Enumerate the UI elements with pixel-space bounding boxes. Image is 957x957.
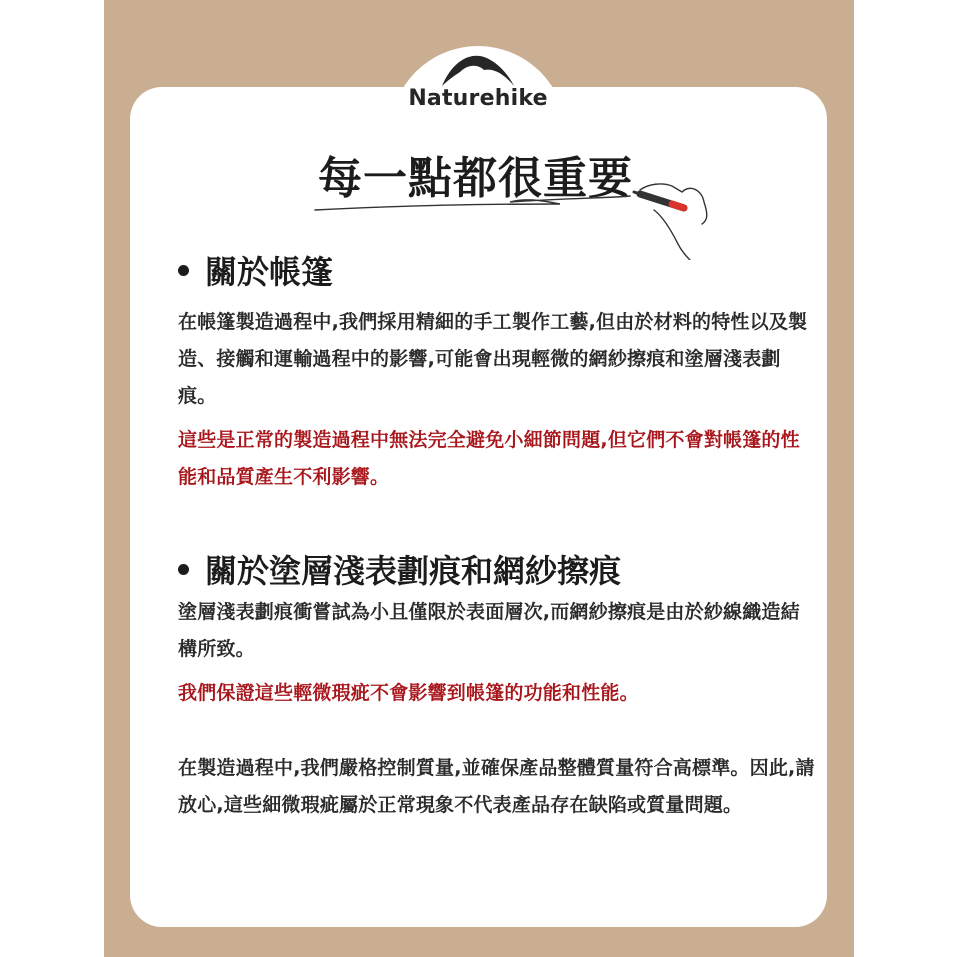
section-highlight: 這些是正常的製造過程中無法完全避免小細節問題,但它們不會對帳篷的性能和品質產生不利影響。 — [178, 429, 800, 488]
section-paragraph: 塗層淺表劃痕衝嘗試為小且僅限於表面層次,而網紗擦痕是由於紗線織造結構所致。 — [178, 601, 800, 660]
section-heading-text: 關於帳篷 — [205, 253, 334, 291]
page-title: 每一點都很重要 — [318, 153, 633, 204]
closing-paragraph: 在製造過程中,我們嚴格控制質量,並確保產品整體質量符合高標準。因此,請放心,這些細微瑕疵屬於正常現象不代表產品存在缺陷或質量問題。 — [178, 757, 815, 816]
brand-logo-text: Naturehike — [408, 86, 548, 111]
mountain-logo-icon — [438, 52, 518, 88]
bullet-icon — [178, 265, 189, 276]
section-heading-text: 關於塗層淺表劃痕和網紗擦痕 — [205, 552, 622, 590]
section-highlight: 我們保證這些輕微瑕疵不會影響到帳篷的功能和性能。 — [178, 682, 639, 704]
section-paragraph: 在帳篷製造過程中,我們採用精細的手工製作工藝,但由於材料的特性以及製造、接觸和運輸過程中的影響,可能會出現輕微的網紗擦痕和塗層淺表劃痕。 — [178, 311, 808, 407]
bullet-icon — [178, 564, 189, 575]
section-heading-tent — [178, 247, 333, 293]
section-heading-scratches — [178, 546, 621, 592]
hand-writing-pen-icon — [310, 180, 730, 260]
